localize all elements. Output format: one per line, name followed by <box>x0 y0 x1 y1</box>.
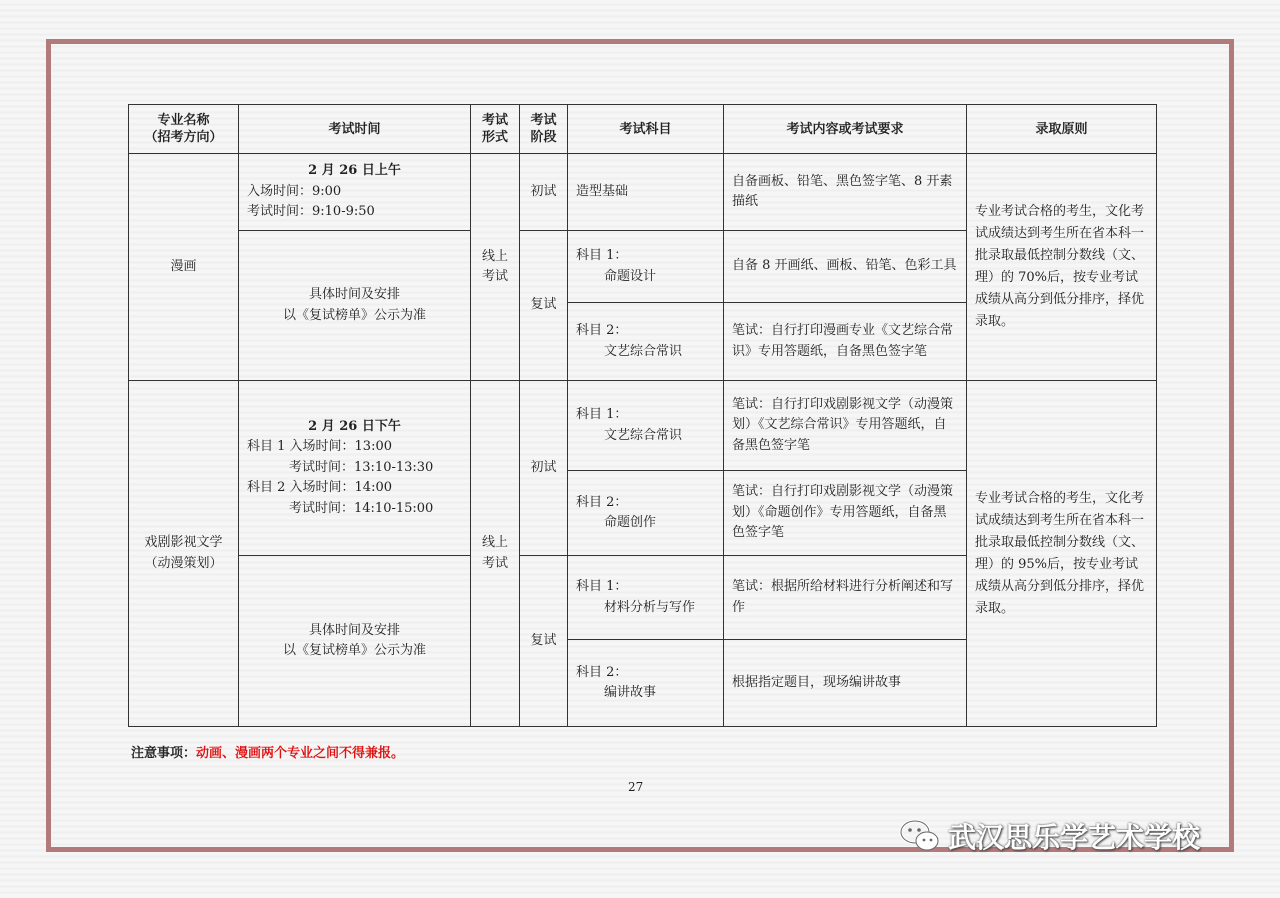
subject-name: 命题创作 <box>604 515 657 530</box>
wechat-icon <box>898 816 942 856</box>
principle-cell <box>966 380 1157 727</box>
subject-name: 材料分析与写作 <box>604 599 696 615</box>
subject-cell <box>567 380 724 471</box>
content-text: 笔试：自行打印漫画专业《文艺综合常识》专用答题纸，自备黑色签字笔 <box>732 323 954 359</box>
content-text: 自备 8 开画纸、画板、铅笔、色彩工具 <box>732 258 957 274</box>
subject-name: 命题设计 <box>604 268 657 284</box>
retest-time-note: 具体时间及安排 以《复试榜单》公示为准 <box>238 555 471 727</box>
time-block-2 <box>238 380 471 556</box>
subject-cell <box>567 639 724 727</box>
content-text: 根据指定题目，现场编讲故事 <box>732 674 902 690</box>
retest-time-note: 具体时间及安排 以《复试榜单》公示为准 <box>238 230 471 381</box>
content-cell <box>723 302 967 381</box>
content-text: 笔试：自行打印戏剧影视文学（动漫策划）《文艺综合常识》专用答题纸，自备黑色签字笔 <box>732 396 954 453</box>
exam-form: 线上 考试 <box>470 380 520 727</box>
content-cell <box>723 470 967 556</box>
entry-time: 科目 1 入场时间：13:00 <box>247 439 392 455</box>
content-text: 笔试：根据所给材料进行分析阐述和写作 <box>732 579 954 615</box>
stage-first: 初试 <box>519 380 568 556</box>
exam-table <box>128 104 1157 727</box>
content-cell <box>723 153 967 231</box>
content-cell <box>723 639 967 727</box>
subject-name: 造型基础 <box>576 183 629 199</box>
note-text: 动画、漫画两个专业之间不得兼报。 <box>196 746 405 761</box>
subject-cell <box>567 302 724 381</box>
subject-index: 科目 1： <box>576 579 628 594</box>
subject-cell <box>567 470 724 556</box>
subject-name: 文艺综合常识 <box>604 343 683 359</box>
exam-time: 考试时间：9:10-9:50 <box>247 204 375 220</box>
watermark <box>898 816 1200 856</box>
header-content: 考试内容或考试要求 <box>723 104 967 154</box>
header-form: 考试 形式 <box>470 104 520 154</box>
header-subject: 考试科目 <box>567 104 724 154</box>
subject-name: 编讲故事 <box>604 685 657 700</box>
entry-time: 入场时间：9:00 <box>247 183 342 199</box>
stage-retest: 复试 <box>519 230 568 381</box>
subject-index: 科目 2： <box>576 664 628 680</box>
header-major: 专业名称 （招考方向） <box>128 104 239 154</box>
principle-text: 专业考试合格的考生，文化考试成绩达到考生所在省本科一批录取最低控制分数线（文、理）的 95%后，按专业考试成绩从高分到低分排序，择优录取。 <box>975 490 1145 616</box>
content-text: 自备画板、铅笔、黑色签字笔、8 开素描纸 <box>732 173 953 209</box>
exam-time: 考试时间：13:10-13:30 <box>289 459 434 475</box>
entry-time: 科目 2 入场时间：14:00 <box>247 480 392 496</box>
principle-text: 专业考试合格的考生，文化考试成绩达到考生所在省本科一批录取最低控制分数线（文、理）的 70%后，按专业考试成绩从高分到低分排序，择优录取。 <box>975 204 1145 329</box>
stage-first: 初试 <box>519 153 568 231</box>
page-number: 27 <box>628 780 644 794</box>
content-cell <box>723 380 967 471</box>
stage-retest: 复试 <box>519 555 568 727</box>
watermark-text: 武汉思乐学艺术学校 <box>948 821 1201 854</box>
header-principle: 录取原则 <box>966 104 1157 154</box>
header-stage: 考试 阶段 <box>519 104 568 154</box>
major-manhua: 漫画 <box>128 153 239 381</box>
subject-index: 科目 1： <box>576 248 628 263</box>
subject-index: 科目 2： <box>576 323 628 338</box>
content-cell <box>723 230 967 303</box>
time-block-1 <box>238 153 471 231</box>
subject-index: 科目 2： <box>576 494 628 510</box>
content-cell <box>723 555 967 640</box>
note-label: 注意事项： <box>131 746 197 761</box>
subject-index: 科目 1： <box>576 407 628 422</box>
exam-time: 考试时间：14:10-15:00 <box>289 500 434 516</box>
major-drama: 戏剧影视文学 （动漫策划） <box>128 380 239 727</box>
time-title: 2 月 26 日上午 <box>308 163 401 179</box>
time-title: 2 月 26 日下午 <box>308 418 401 434</box>
subject-cell <box>567 230 724 303</box>
principle-cell <box>966 153 1157 381</box>
subject-cell <box>567 153 724 231</box>
note <box>131 742 404 761</box>
exam-form: 线上 考试 <box>470 153 520 381</box>
subject-cell <box>567 555 724 640</box>
header-time: 考试时间 <box>238 104 471 154</box>
subject-name: 文艺综合常识 <box>604 427 683 443</box>
content-text: 笔试：自行打印戏剧影视文学（动漫策划）《命题创作》专用答题纸，自备黑色签字笔 <box>732 484 954 541</box>
